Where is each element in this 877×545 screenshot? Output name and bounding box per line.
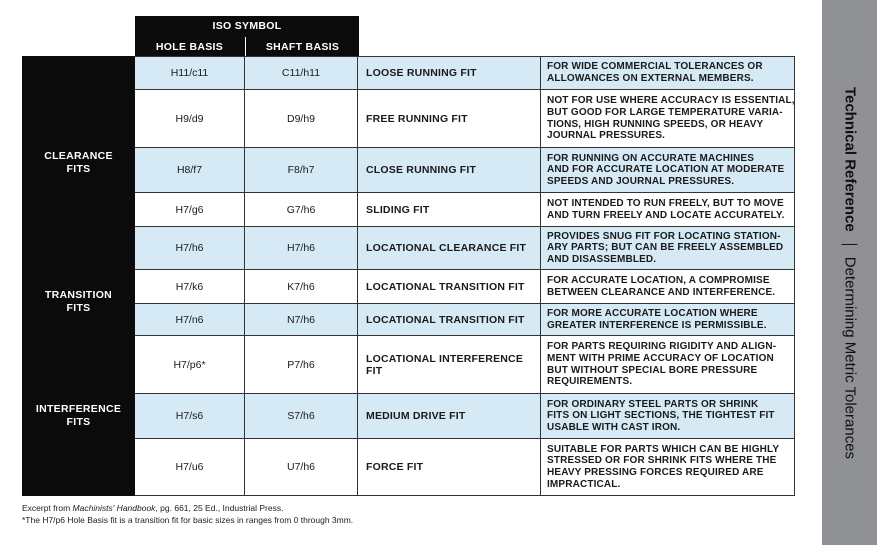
fit-name-cell: FREE RUNNING FIT xyxy=(357,90,540,147)
sidebar-topic: Determining Metric Tolerances xyxy=(841,256,858,459)
shaft-basis-cell: N7/h6 xyxy=(244,304,357,335)
sidebar-divider xyxy=(842,243,858,244)
hole-basis-cell: H7/s6 xyxy=(175,410,204,422)
fit-description-cell: FOR PARTS REQUIRING RIGIDITY AND ALIGN- MENT WITH PRIME ACCURACY OF LOCATION BUT WITHOUT SPECIAL BORE PRESSURE REQUIREMENTS. xyxy=(540,336,795,393)
table-row xyxy=(135,438,795,496)
shaft-basis-cell: C11/h11 xyxy=(244,57,357,89)
table-row xyxy=(135,147,795,193)
source-footnote xyxy=(22,503,283,513)
group-transition-fits: TRANSITION FITS xyxy=(22,269,135,335)
fit-name-cell: LOCATIONAL CLEARANCE FIT xyxy=(357,227,540,269)
fit-description-cell: FOR MORE ACCURATE LOCATION WHERE GREATER INTERFERENCE IS PERMISSIBLE. xyxy=(540,304,795,335)
group-clearance-fits: CLEARANCE FITS xyxy=(22,56,135,269)
source-suffix: , pg. 661, 25 Ed., Industrial Press. xyxy=(155,503,284,513)
table-row xyxy=(135,393,795,439)
table-row xyxy=(135,56,795,90)
iso-symbol-header xyxy=(135,16,359,56)
sidebar-label xyxy=(841,86,858,458)
source-prefix: Excerpt from xyxy=(22,503,73,513)
fit-name-cell: CLOSE RUNNING FIT xyxy=(357,148,540,192)
fit-description-cell: FOR ACCURATE LOCATION, A COMPROMISE BETWEEN CLEARANCE AND INTERFERENCE. xyxy=(540,270,795,303)
fit-name-cell: LOCATIONAL TRANSITION FIT xyxy=(357,270,540,303)
shaft-basis-cell: G7/h6 xyxy=(244,193,357,226)
fit-description-cell: FOR RUNNING ON ACCURATE MACHINES AND FOR ACCURATE LOCATION AT MODERATE SPEEDS AND JOURNAL PRESSURES. xyxy=(540,148,795,192)
shaft-basis-cell: S7/h6 xyxy=(244,394,357,438)
fit-name-cell: LOOSE RUNNING FIT xyxy=(357,57,540,89)
fit-name-cell: MEDIUM DRIVE FIT xyxy=(357,394,540,438)
hole-basis-cell: H8/f7 xyxy=(176,164,203,176)
hole-basis-cell: H9/d9 xyxy=(175,112,204,125)
fit-description-cell: NOT INTENDED TO RUN FREELY, BUT TO MOVE AND TURN FREELY AND LOCATE ACCURATELY. xyxy=(540,193,795,226)
hole-basis-cell: H7/g6 xyxy=(175,203,204,216)
fit-name-cell: SLIDING FIT xyxy=(357,193,540,226)
tolerance-table xyxy=(22,56,795,496)
shaft-basis-cell: K7/h6 xyxy=(244,270,357,303)
group-interference-fits: INTERFERENCE FITS xyxy=(22,335,135,496)
iso-symbol-title: ISO SYMBOL xyxy=(212,20,282,32)
hole-basis-cell: H7/k6 xyxy=(175,280,204,293)
hole-basis-cell: H7/p6* xyxy=(173,358,206,371)
hole-basis-cell: H7/u6 xyxy=(175,461,204,473)
fit-name-cell: FORCE FIT xyxy=(357,439,540,495)
table-row xyxy=(135,89,795,148)
shaft-basis-cell: U7/h6 xyxy=(244,439,357,495)
source-title: Machinists' Handbook xyxy=(72,503,156,513)
fit-description-cell: SUITABLE FOR PARTS WHICH CAN BE HIGHLY STRESSED OR FOR SHRINK FITS WHERE THE HEAVY PRESSING FORCES REQUIRED ARE IMPRACTICAL. xyxy=(540,439,795,495)
table-row xyxy=(135,226,795,270)
hole-basis-header: HOLE BASIS xyxy=(155,41,224,53)
sidebar-section-title: Technical Reference xyxy=(841,86,858,232)
asterisk-footnote: *The H7/p6 Hole Basis fit is a transition fit for basic sizes in ranges from 0 through 3mm. xyxy=(22,515,354,525)
shaft-basis-cell: F8/h7 xyxy=(244,148,357,192)
fit-description-cell: PROVIDES SNUG FIT FOR LOCATING STATION- ARY PARTS; BUT CAN BE FREELY ASSEMBLED AND DISASSEMBLED. xyxy=(540,227,795,269)
hole-basis-cell: H7/n6 xyxy=(175,313,204,326)
fit-name-cell: LOCATIONAL INTERFERENCE FIT xyxy=(357,336,540,393)
section-sidebar xyxy=(822,0,877,545)
fit-name-cell: LOCATIONAL TRANSITION FIT xyxy=(357,304,540,335)
shaft-basis-cell: H7/h6 xyxy=(244,227,357,269)
table-row xyxy=(135,303,795,336)
shaft-basis-cell: P7/h6 xyxy=(244,336,357,393)
table-row xyxy=(135,269,795,304)
fit-description-cell: FOR ORDINARY STEEL PARTS OR SHRINK FITS ON LIGHT SECTIONS, THE TIGHTEST FIT USABLE WITH CAST IRON. xyxy=(540,394,795,438)
fit-description-cell: FOR WIDE COMMERCIAL TOLERANCES OR ALLOWANCES ON EXTERNAL MEMBERS. xyxy=(540,57,795,89)
hole-basis-cell: H7/h6 xyxy=(175,242,204,254)
shaft-basis-cell: D9/h9 xyxy=(244,90,357,147)
shaft-basis-header: SHAFT BASIS xyxy=(265,41,340,53)
table-row xyxy=(135,335,795,394)
fit-description-cell: NOT FOR USE WHERE ACCURACY IS ESSENTIAL, BUT GOOD FOR LARGE TEMPERATURE VARIA- TIONS, HIGH RUNNING SPEEDS, OR HEAVY JOURNAL PRESSURES. xyxy=(540,90,795,147)
hole-basis-cell: H11/c11 xyxy=(170,67,209,79)
table-row xyxy=(135,192,795,227)
